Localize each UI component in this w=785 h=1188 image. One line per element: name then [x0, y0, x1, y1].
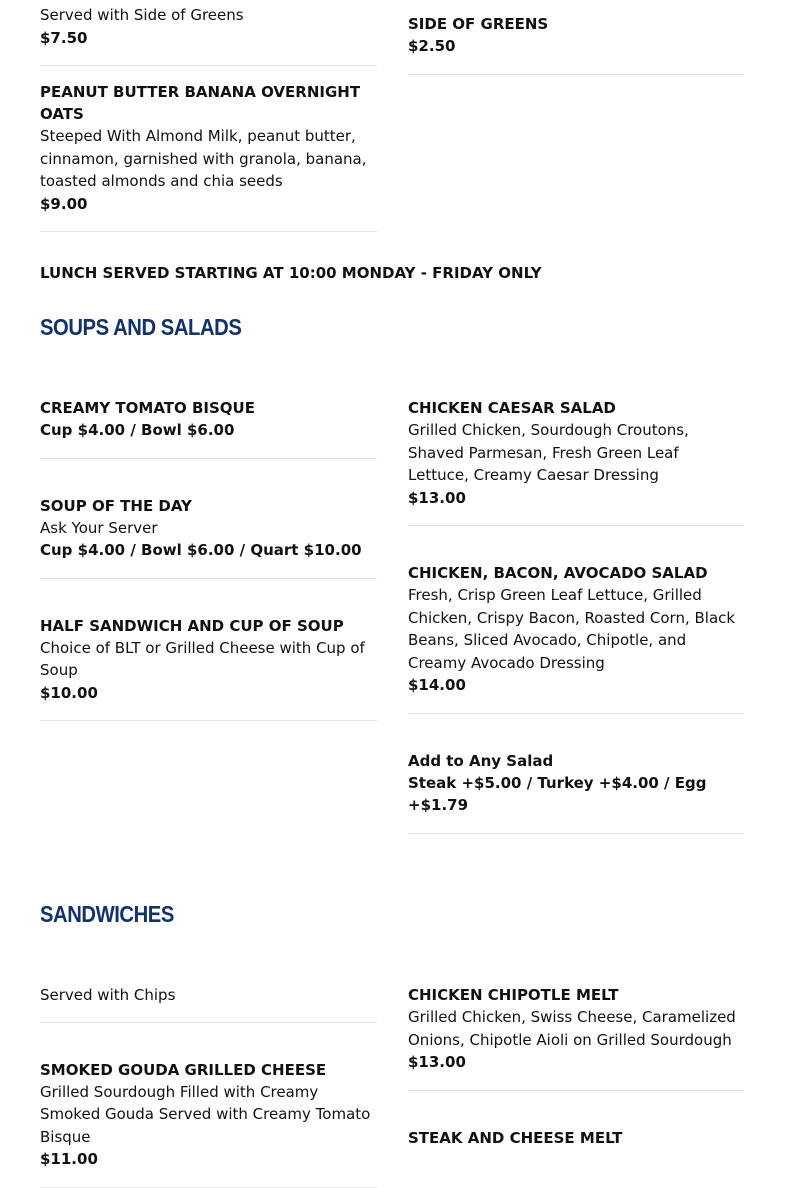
item-price: Cup $4.00 / Bowl $6.00 / Quart $10.00 — [40, 541, 362, 559]
item-title: SOUP OF THE DAY — [40, 496, 192, 515]
menu-item-tomato-bisque — [40, 397, 377, 459]
item-title: SIDE OF GREENS — [408, 15, 549, 33]
menu-item-soup-of-day — [40, 459, 377, 579]
item-price: $10.00 — [40, 683, 98, 702]
item-price: $14.00 — [408, 676, 466, 694]
menu-item-chicken-caesar — [408, 397, 744, 526]
item-title: CREAMY TOMATO BISQUE — [40, 399, 255, 417]
menu-item-chicken-chipotle-melt — [408, 984, 744, 1091]
item-title: SMOKED GOUDA GRILLED CHEESE — [40, 1060, 327, 1079]
item-description: Choice of BLT or Grilled Cheese with Cup of Soup — [40, 638, 365, 679]
menu-item-steak-cheese-melt — [408, 1091, 744, 1149]
item-description: Steeped With Almond Milk, peanut butter, cinnamon, garnished with granola, banana, toasted almonds and chia seeds — [40, 127, 367, 190]
item-title: CHICKEN, BACON, AVOCADO SALAD — [408, 564, 708, 582]
item-title: Add to Any Salad — [408, 751, 554, 770]
item-description: Served with Chips — [40, 986, 176, 1004]
item-description: Grilled Sourdough Filled with Creamy Smoked Gouda Served with Creamy Tomato Bisque — [40, 1082, 371, 1146]
menu-item-half-sandwich — [40, 579, 377, 722]
sandwich-note — [40, 984, 377, 1023]
item-description: Ask Your Server — [40, 518, 158, 537]
item-title: HALF SANDWICH AND CUP OF SOUP — [40, 616, 344, 635]
item-title: STEAK AND CHEESE MELT — [408, 1128, 623, 1147]
salads-column-right — [408, 397, 744, 834]
item-description: Grilled Chicken, Sourdough Croutons, Shaved Parmesan, Fresh Green Leaf Lettuce, Creamy Caesar Dressing — [408, 421, 689, 484]
menu-item-add-to-salad — [408, 714, 744, 834]
sandwiches-column-right — [408, 984, 744, 1149]
item-price: $7.50 — [40, 28, 88, 47]
item-price: $2.50 — [408, 37, 456, 55]
item-title: CHICKEN CAESAR SALAD — [408, 399, 616, 417]
item-description: Grilled Chicken, Swiss Cheese, Caramelized Onions, Chipotle Aioli on Grilled Sourdough — [408, 1008, 736, 1049]
item-price: $13.00 — [408, 488, 466, 507]
menu-item-cba-salad — [408, 526, 744, 714]
section-heading-soups-salads: SOUPS AND SALADS — [40, 314, 242, 340]
lunch-notice: LUNCH SERVED STARTING AT 10:00 MONDAY - FRIDAY ONLY — [40, 264, 542, 282]
item-title: CHICKEN CHIPOTLE MELT — [408, 986, 619, 1004]
section-heading-sandwiches: SANDWICHES — [40, 901, 174, 927]
soups-column-left — [40, 397, 377, 721]
menu-item-gouda-grilled-cheese — [40, 1023, 377, 1188]
item-price: Steak +$5.00 / Turkey +$4.00 / Egg +$1.79 — [408, 773, 707, 814]
item-price: $9.00 — [40, 194, 88, 213]
menu-item-side-greens — [408, 13, 744, 75]
item-title: PEANUT BUTTER BANANA OVERNIGHT OATS — [40, 83, 361, 123]
item-description: Fresh, Crisp Green Leaf Lettuce, Grilled Chicken, Crispy Bacon, Roasted Corn, Black Beans, Sliced Avocado, Chipotle, and Creamy Avocado Dressing — [408, 586, 736, 672]
sandwiches-column-left — [40, 984, 377, 1188]
item-price: Cup $4.00 / Bowl $6.00 — [40, 421, 235, 439]
item-price: $13.00 — [408, 1053, 466, 1071]
breakfast-cutoff-item — [40, 4, 377, 232]
menu-item-overnight-oats — [40, 66, 377, 232]
item-price: $11.00 — [40, 1150, 98, 1168]
item-description: Served with Side of Greens — [40, 6, 244, 24]
